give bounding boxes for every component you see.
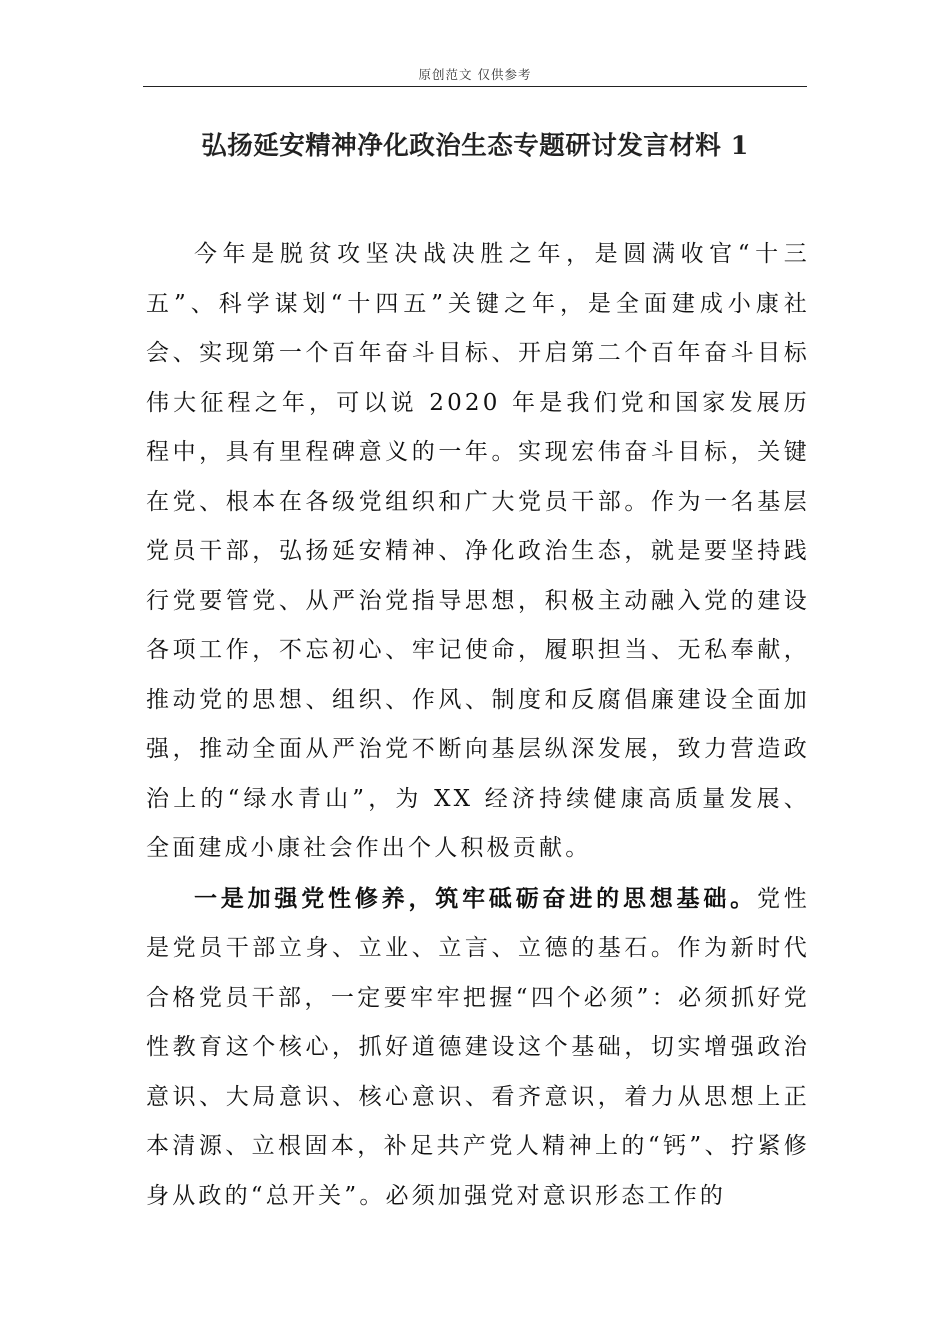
paragraph-lead: 一是加强党性修养，筑牢砥砺奋进的思想基础。 (194, 884, 757, 912)
paragraph-intro (146, 229, 810, 874)
document-body (146, 229, 810, 1221)
paragraph-text: 今年是脱贫攻坚决战决胜之年，是圆满收官“十三五”、科学谋划“十四五”关键之年，是全面建成小康社会、实现第一个百年奋斗目标、开启第二个百年奋斗目标伟大征程之年，可以说 2020 年是我们党和国家发展历程中，具有里程碑意义的一年。实现宏伟奋斗目标，关键在党、根本在各级党组织和广大党员干部。作为一名基层党员干部，弘扬延安精神、净化政治生态，就是要坚持践行党要管党、从严治党指导思想，积极主动融入党的建设各项工作，不忘初心、牢记使命，履职担当、无私奉献，推动党的思想、组织、作风、制度和反腐倡廉建设全面加强，推动全面从严治党不断向基层纵深发展，致力营造政治上的“绿水青山”，为 XX 经济持续健康高质量发展、全面建成小康社会作出个人积极贡献。 (146, 241, 810, 861)
document-title: 弘扬延安精神净化政治生态专题研讨发言材料 1 (201, 131, 749, 161)
paragraph-text: 党性是党员干部立身、立业、立言、立德的基石。作为新时代合格党员干部，一定要牢牢把握“四个必须”：必须抓好党性教育这个核心，抓好道德建设这个基础，切实增强政治意识、大局意识、核心意识、看齐意识，着力从思想上正本清源、立根固本，补足共产党人精神上的“钙”、拧紧修身从政的“总开关”。必须加强党对意识形态工作的 (146, 885, 810, 1209)
header-text: 原创范文 仅供参考 (418, 67, 532, 82)
page-header (143, 64, 807, 87)
paragraph-point-one (146, 874, 810, 1222)
